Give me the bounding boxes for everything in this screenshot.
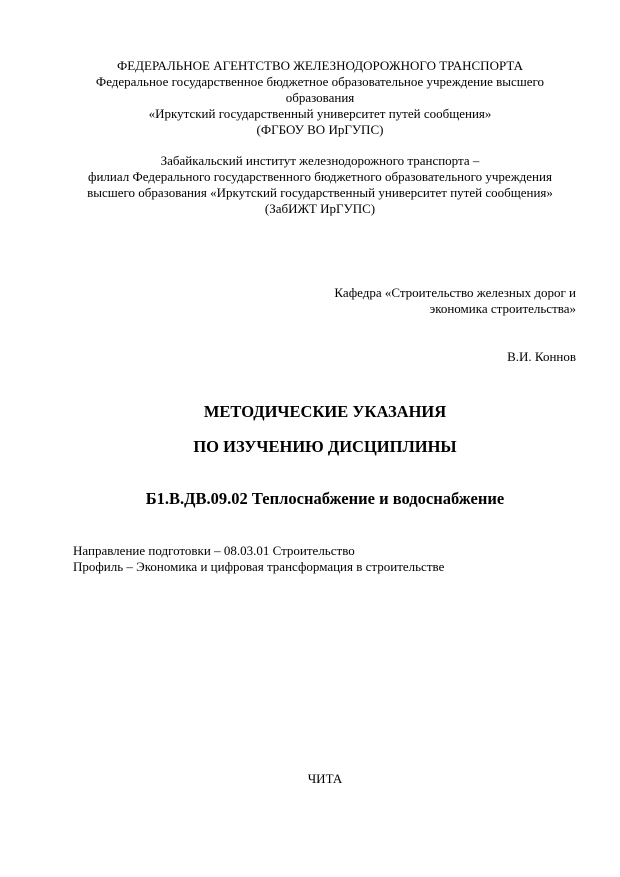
institution-type-line: Федеральное государственное бюджетное образовательное учреждение высшего: [95, 74, 545, 89]
institute-name: Забайкальский институт железнодорожного транспорта –: [160, 153, 480, 168]
document-title-line2: ПО ИЗУЧЕНИЮ ДИСЦИПЛИНЫ: [193, 437, 457, 456]
program-profile: Профиль – Экономика и цифровая трансформация в строительстве: [73, 559, 445, 574]
institute-university-line: высшего образования «Иркутский государственный университет путей сообщения»: [87, 185, 553, 200]
institute-abbreviation: (ЗабИЖТ ИрГУПС): [264, 201, 376, 216]
university-name: «Иркутский государственный университет путей сообщения»: [148, 106, 492, 121]
department-name-line1: Кафедра «Строительство железных дорог и: [334, 285, 576, 300]
institution-type-line-continued: образования: [285, 90, 355, 105]
city-block: [40, 771, 610, 787]
author-name: В.И. Коннов: [507, 349, 576, 364]
city-name: ЧИТА: [307, 771, 343, 786]
program-direction: Направление подготовки – 08.03.01 Строительство: [73, 543, 355, 558]
header-block: [60, 58, 580, 138]
department-name-line2: экономика строительства»: [429, 301, 576, 316]
document-title-line1: МЕТОДИЧЕСКИЕ УКАЗАНИЯ: [203, 402, 447, 421]
program-block: [73, 543, 593, 575]
department-block: [60, 285, 576, 317]
discipline-title: Б1.В.ДВ.09.02 Теплоснабжение и водоснабжение: [145, 489, 505, 508]
agency-name: ФЕДЕРАЛЬНОЕ АГЕНТСТВО ЖЕЛЕЗНОДОРОЖНОГО ТРАНСПОРТА: [116, 58, 524, 73]
author-block: [60, 349, 576, 365]
institute-block: [60, 153, 580, 217]
university-abbreviation: (ФГБОУ ВО ИрГУПС): [256, 122, 384, 137]
institute-branch-line: филиал Федерального государственного бюджетного образовательного учреждения: [88, 169, 552, 184]
